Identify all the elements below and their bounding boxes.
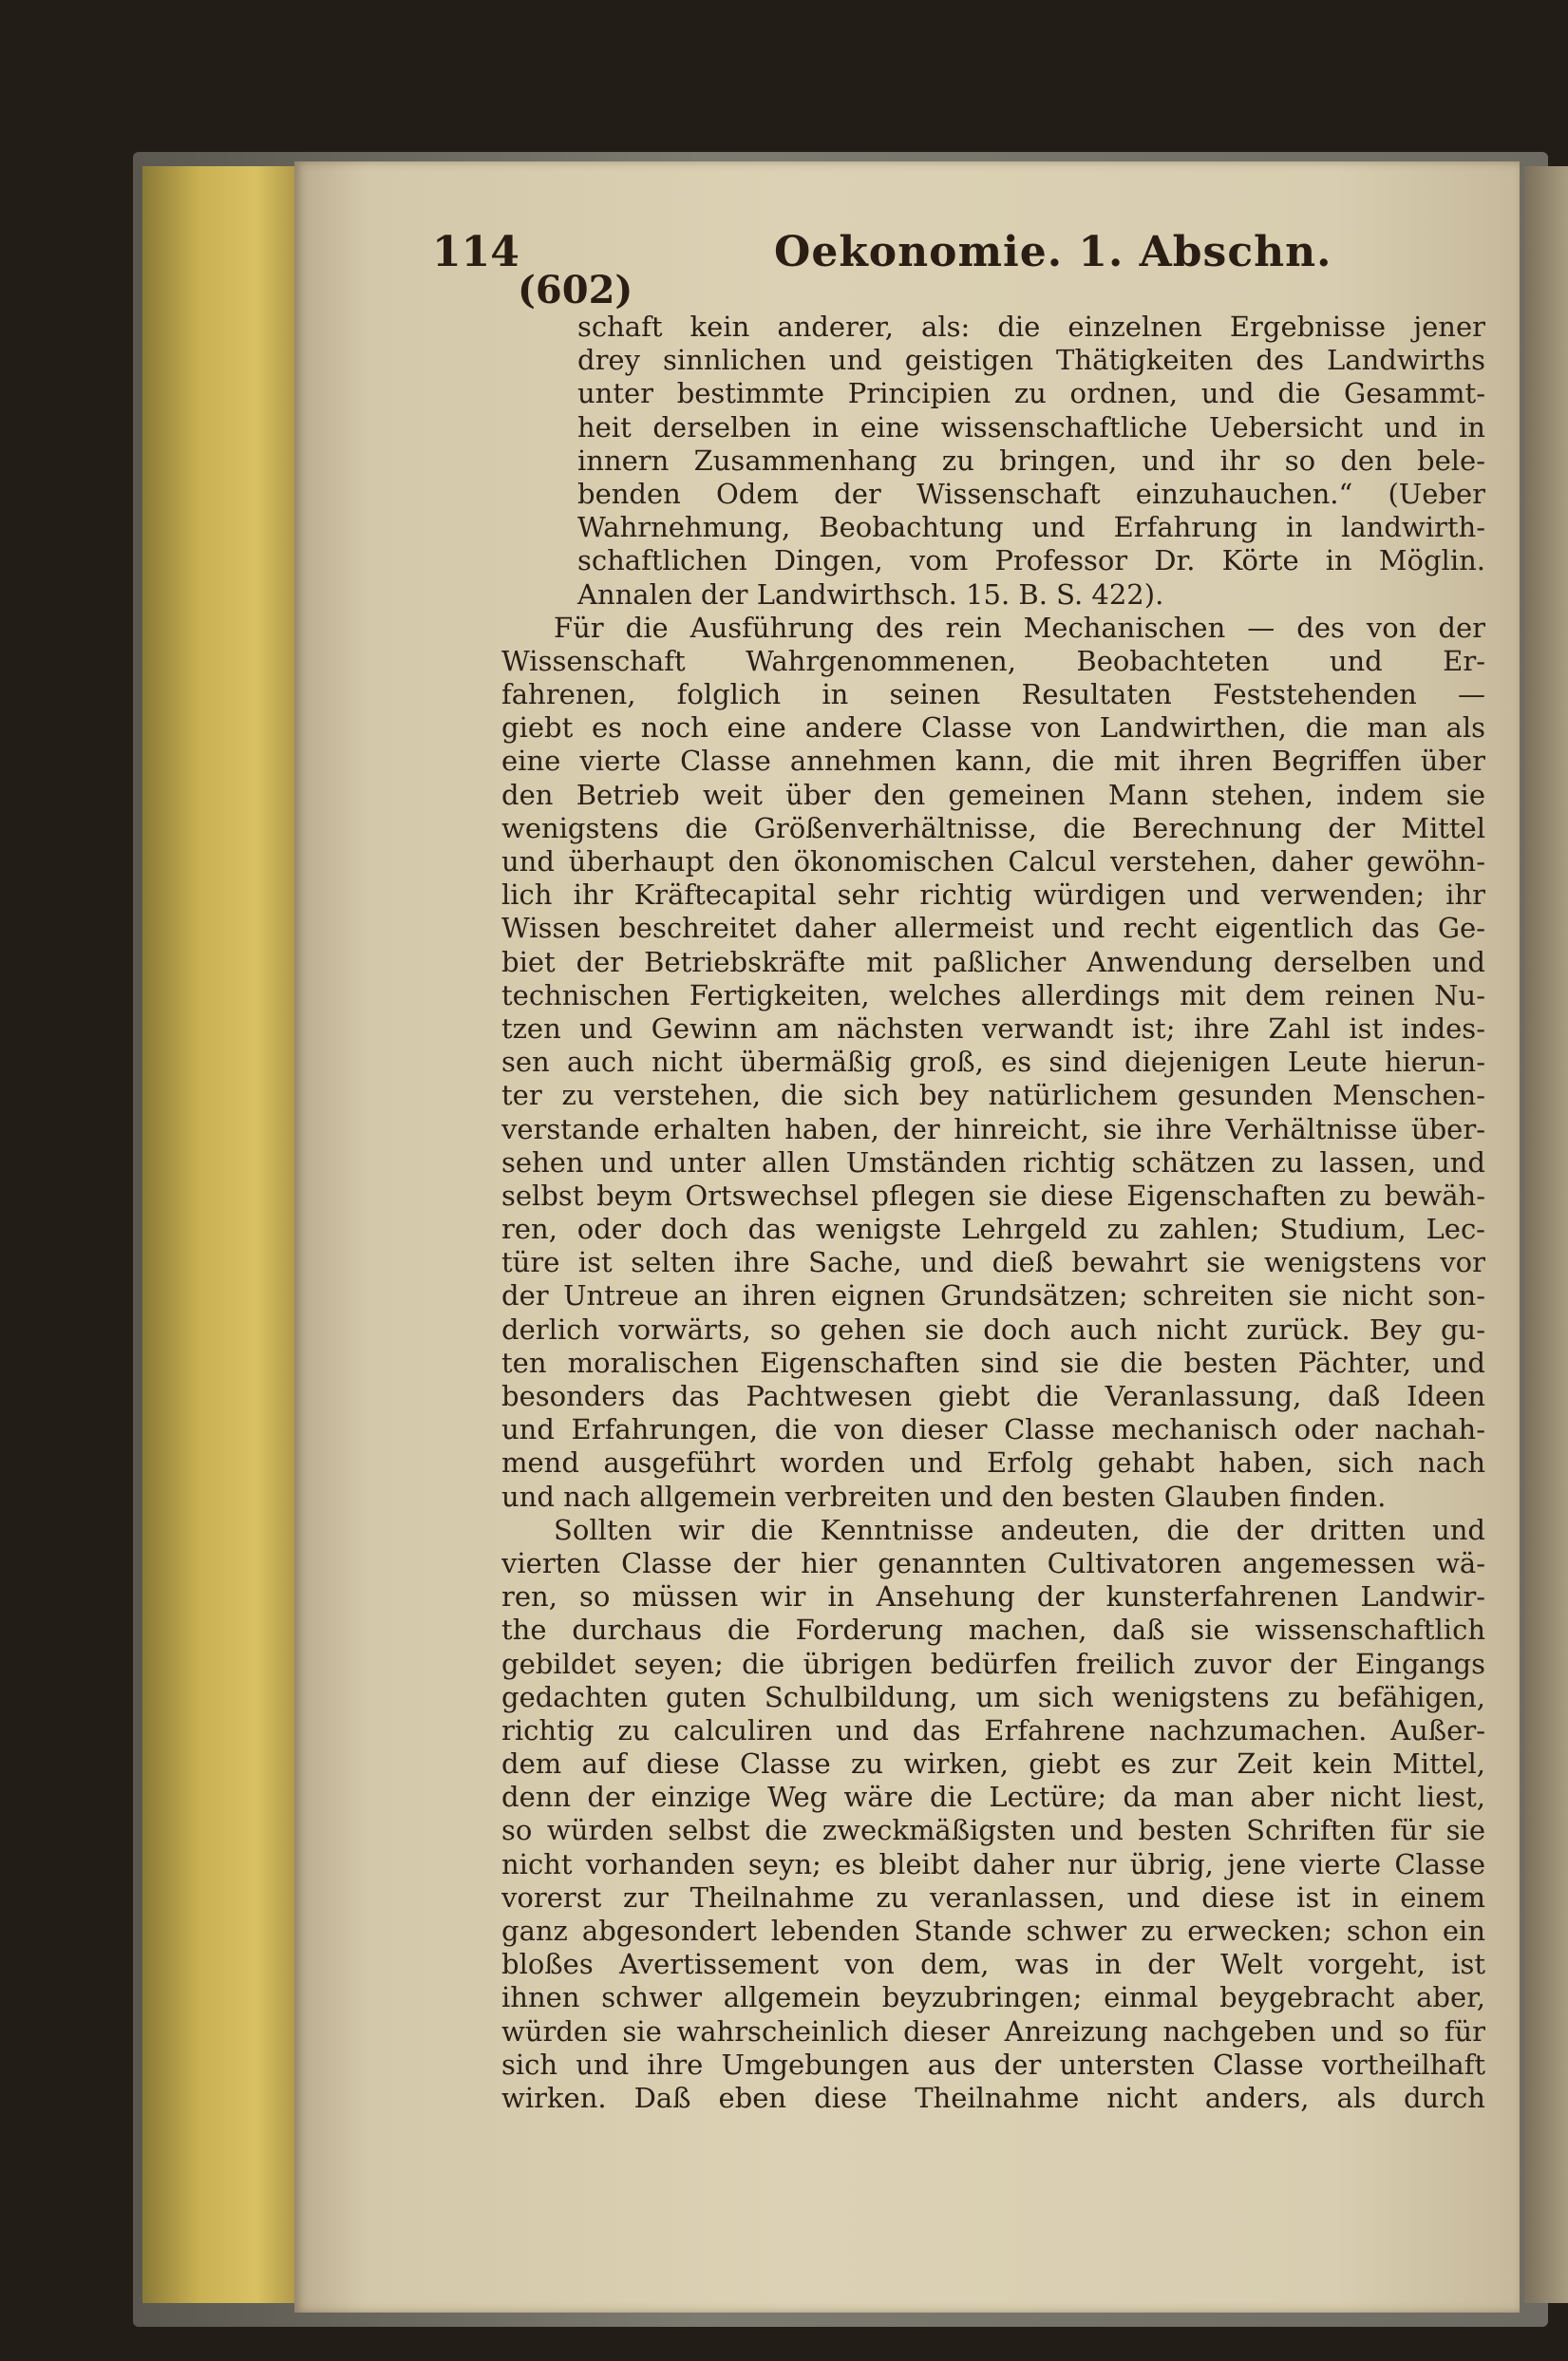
body-text	[501, 311, 1485, 2115]
text-line: dem auf diese Classe zu wirken, giebt es zur Zeit kein Mittel,	[501, 1747, 1485, 1781]
facing-page-edge	[1524, 166, 1568, 2303]
text-line: technischen Fertigkeiten, welches allerdings mit dem reinen Nu-	[501, 978, 1485, 1011]
text-line: sen auch nicht übermäßig groß, es sind diejenigen Leute hierun-	[501, 1046, 1485, 1079]
text-line: Wahrnehmung, Beobachtung und Erfahrung in landwirth-	[577, 511, 1485, 544]
text-line: fahrenen, folglich in seinen Resultaten Feststehenden —	[501, 678, 1485, 711]
text-line: ren, oder doch das wenigste Lehrgeld zu zahlen; Studium, Lec-	[501, 1213, 1485, 1246]
page-number: 114	[432, 228, 520, 276]
text-line: und nach allgemein verbreiten und den besten Glauben finden.	[501, 1480, 1387, 1513]
text-line: ren, so müssen wir in Ansehung der kunsterfahrenen Landwir-	[501, 1580, 1485, 1614]
text-line: würden sie wahrscheinlich dieser Anreizung nachgeben und so für	[501, 2014, 1485, 2048]
text-line: eine vierte Classe annehmen kann, die mit ihren Begriffen über	[501, 745, 1485, 778]
text-line: gebildet seyen; die übrigen bedürfen freilich zuvor der Eingangs	[501, 1647, 1485, 1680]
text-line: sehen und unter allen Umständen richtig schätzen zu lassen, und	[501, 1145, 1485, 1179]
text-line: wenigstens die Größenverhältnisse, die Berechnung der Mittel	[501, 811, 1485, 844]
text-line: mend ausgeführt worden und Erfolg gehabt haben, sich nach	[501, 1446, 1485, 1480]
text-line: derlich vorwärts, so gehen sie doch auch nicht zurück. Bey gu-	[501, 1313, 1485, 1346]
text-line: ten moralischen Eigenschaften sind sie die besten Pächter, und	[501, 1346, 1485, 1379]
text-line: selbst beym Ortswechsel pflegen sie diese Eigenschaften zu bewäh-	[501, 1179, 1485, 1212]
text-line: gedachten guten Schulbildung, um sich wenigstens zu befähigen,	[501, 1680, 1485, 1713]
text-line: der Untreue an ihren eignen Grundsätzen; schreiten sie nicht son-	[501, 1279, 1485, 1313]
text-line: so würden selbst die zweckmäßigsten und besten Schriften für sie	[501, 1814, 1485, 1847]
text-line: ihnen schwer allgemein beyzubringen; einmal beygebracht aber,	[501, 1981, 1485, 2014]
text-line: den Betrieb weit über den gemeinen Mann stehen, indem sie	[501, 778, 1485, 811]
text-line: Wissenschaft Wahrgenommenen, Beobachteten und Er-	[501, 644, 1485, 677]
text-line: bloßes Avertissement von dem, was in der Welt vorgeht, ist	[501, 1948, 1485, 1981]
text-line: tzen und Gewinn am nächsten verwandt ist; ihre Zahl ist indes-	[501, 1011, 1485, 1045]
text-line: Für die Ausführung des rein Mechanischen — des von der	[554, 611, 1485, 644]
text-line: schaftlichen Dingen, vom Professor Dr. Körte in Möglin.	[577, 544, 1485, 577]
text-line: ter zu verstehen, die sich bey natürlichem gesunden Menschen-	[501, 1079, 1485, 1112]
text-line: türe ist selten ihre Sache, und dieß bewahrt sie wenigstens vor	[501, 1246, 1485, 1279]
text-line: biet der Betriebskräfte mit paßlicher Anwendung derselben und	[501, 945, 1485, 978]
text-line: giebt es noch eine andere Classe von Landwirthen, die man als	[501, 711, 1485, 745]
text-line: Annalen der Landwirthsch. 15. B. S. 422).	[577, 577, 1164, 611]
text-line: verstande erhalten haben, der hinreicht, sie ihre Verhältnisse über-	[501, 1112, 1485, 1145]
text-line: vorerst zur Theilnahme zu veranlassen, und diese ist in einem	[501, 1880, 1485, 1914]
text-line: wirken. Daß eben diese Theilnahme nicht anders, als durch	[501, 2081, 1485, 2114]
text-line: sich und ihre Umgebungen aus der untersten Classe vortheilhaft	[501, 2048, 1485, 2081]
text-line: Sollten wir die Kenntnisse andeuten, die der dritten und	[554, 1513, 1485, 1546]
page-id: (602)	[518, 268, 633, 312]
text-line: innern Zusammenhang zu bringen, und ihr so den bele-	[577, 444, 1485, 477]
text-line: richtig zu calculiren und das Erfahrene nachzumachen. Außer-	[501, 1713, 1485, 1747]
text-line: heit derselben in eine wissenschaftliche Uebersicht und in	[577, 410, 1485, 444]
text-line: und Erfahrungen, die von dieser Classe mechanisch oder nachah-	[501, 1413, 1485, 1446]
text-line: drey sinnlichen und geistigen Thätigkeiten des Landwirths	[577, 344, 1485, 377]
text-line: denn der einzige Weg wäre die Lectüre; da man aber nicht liest,	[501, 1781, 1485, 1814]
text-line: benden Odem der Wissenschaft einzuhauchen.“ (Ueber	[577, 477, 1485, 510]
text-line: Wissen beschreitet daher allermeist und recht eigentlich das Ge-	[501, 912, 1485, 945]
text-line: unter bestimmte Principien zu ordnen, und die Gesammt-	[577, 377, 1485, 410]
text-line: lich ihr Kräftecapital sehr richtig würdigen und verwenden; ihr	[501, 878, 1485, 912]
running-head: Oekonomie. 1. Abschn.	[774, 228, 1332, 276]
text-line: schaft kein anderer, als: die einzelnen Ergebnisse jener	[577, 311, 1485, 343]
text-line: und überhaupt den ökonomischen Calcul verstehen, daher gewöhn-	[501, 845, 1485, 878]
text-line: the durchaus die Forderung machen, daß sie wissenschaftlich	[501, 1614, 1485, 1647]
gilded-page-edge	[142, 166, 304, 2303]
text-line: ganz abgesondert lebenden Stande schwer zu erwecken; schon ein	[501, 1915, 1485, 1947]
text-line: besonders das Pachtwesen giebt die Veranlassung, daß Ideen	[501, 1380, 1485, 1412]
text-line: nicht vorhanden seyn; es bleibt daher nur übrig, jene vierte Classe	[501, 1847, 1485, 1880]
text-line: vierten Classe der hier genannten Cultivatoren angemessen wä-	[501, 1546, 1485, 1579]
